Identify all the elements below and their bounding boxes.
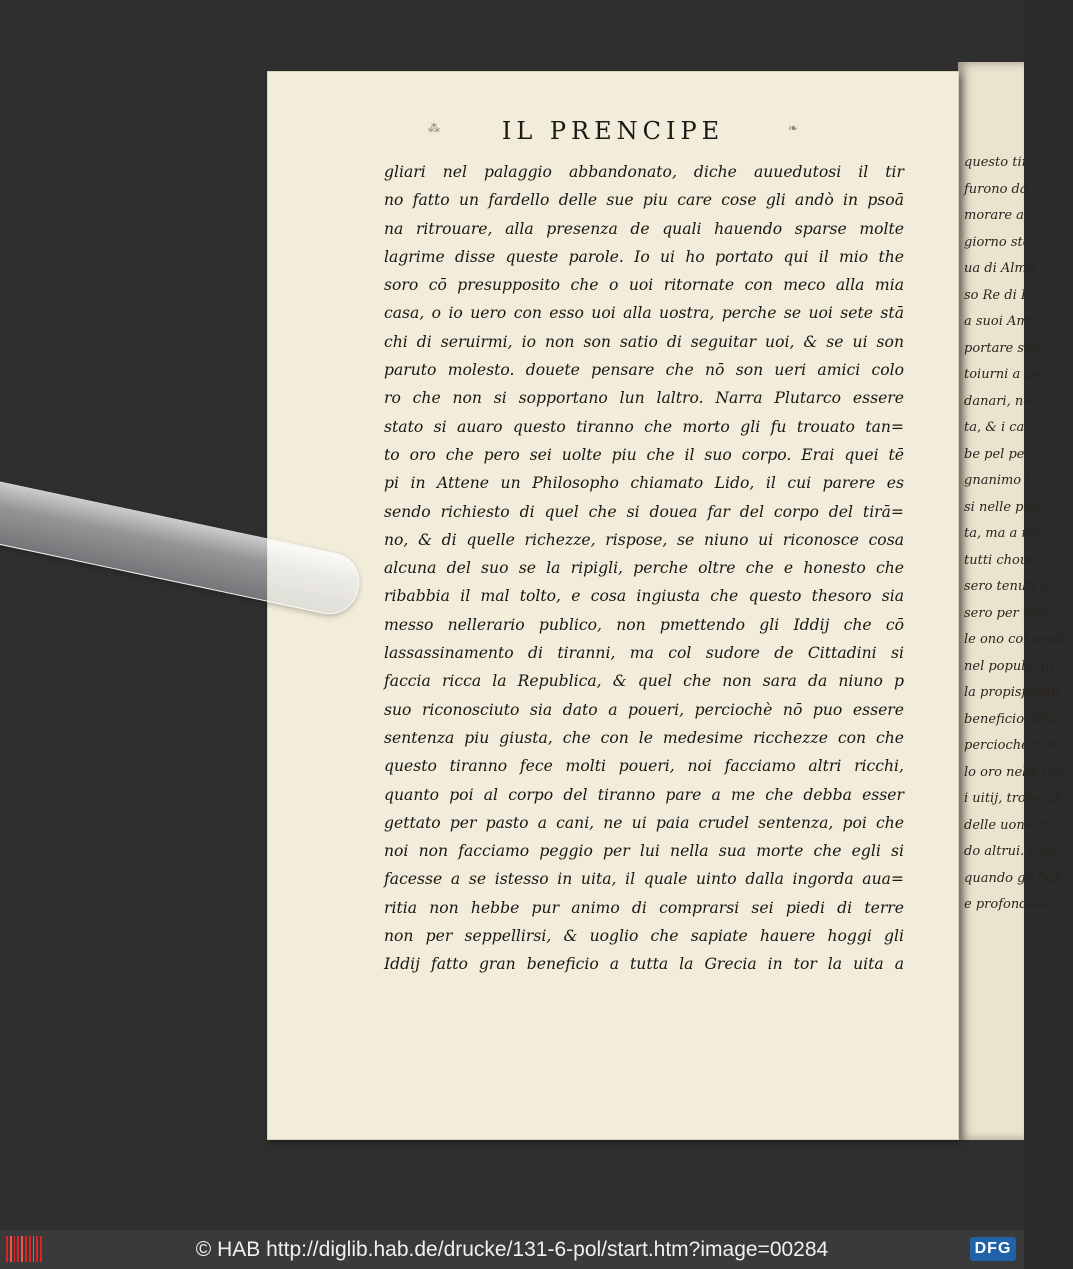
facing-text-fragment: sero per non <box>964 605 1048 621</box>
text-line: alcuna del suo se la ripigli, perche oltre che e honesto che <box>384 559 904 578</box>
text-line: soro cō presupposito che o uoi ritornate con meco alla mia <box>384 276 904 295</box>
facing-text-fragment: si nelle peg <box>964 499 1040 515</box>
facing-text-fragment: a suoi Amb <box>964 314 1038 329</box>
text-line: ribabbia il mal tolto, e cosa ingiusta che questo thesoro sia <box>384 587 904 606</box>
facing-text-fragment: ta, & i ca <box>964 420 1025 435</box>
text-line: gliari nel palaggio abbandonato, diche auuedutosi il tir <box>384 163 904 181</box>
facing-page-text <box>958 150 1073 919</box>
text-line: pi in Attene un Philosopho chiamato Lido, il cui parere es <box>384 474 904 493</box>
text-line: non per seppellirsi, & uoglio che sapiate hauere hoggi gli <box>384 927 904 946</box>
text-block <box>384 158 904 979</box>
facing-text-fragment: furono da <box>964 181 1028 197</box>
text-line: na ritrouare, alla presenza de quali hauendo sparse molte <box>384 219 904 238</box>
text-line: suo riconosciuto sia dato a poueri, perciochè nō puo essere <box>384 700 904 719</box>
facing-page <box>958 62 1073 1140</box>
facing-text-fragment: quando gli hab <box>964 870 1063 886</box>
facing-text-fragment: giorno sto <box>964 234 1031 250</box>
facing-text-fragment: be pel pes <box>964 446 1032 462</box>
text-line: chi di seruirmi, io non son satio di seguitar uoi, & se ui son <box>384 332 904 351</box>
book-page <box>268 72 958 1139</box>
text-line: no, & di quelle richezze, rispose, se niuno ui riconosce cosa <box>384 530 904 549</box>
facing-text-fragment: ua di Almo <box>964 261 1035 276</box>
ornament-left-icon: ⁂ <box>428 121 440 135</box>
text-line: ro che non si sopportano lun laltro. Narra Plutarco essere <box>384 389 904 408</box>
facing-text-fragment: gnanimo I <box>964 473 1031 488</box>
text-line: sentenza piu giusta, che con le medesime ricchezze con che <box>384 728 904 747</box>
facing-text-fragment: danari, ne <box>964 393 1031 409</box>
text-line: noi non facciamo peggio per lui nella sua morte che egli si <box>384 842 904 861</box>
facing-text-fragment: questo tir <box>964 155 1028 170</box>
facing-text-fragment: sero tenuti a <box>964 579 1048 594</box>
facing-text-fragment: toiurni a po <box>964 367 1041 382</box>
ornament-right-icon: ❧ <box>787 121 798 135</box>
footer-attribution[interactable]: © HAB http://diglib.hab.de/drucke/131-6-pol/start.htm?image=00284 <box>195 1238 829 1261</box>
text-line: gettato per pasto a cani, ne ui paia crudel sentenza, poi che <box>384 813 904 832</box>
facing-text-fragment: beneficio della <box>964 711 1061 727</box>
facing-text-fragment: delle uonosita, il <box>964 817 1073 833</box>
text-line: Iddij fatto gran beneficio a tutta la Grecia in tor la uita a <box>384 955 904 974</box>
text-line: sendo richiesto di quel che si douea far del corpo del tirā= <box>384 502 904 521</box>
text-line: quanto poi al corpo del tiranno pare a me che debba esser <box>384 785 904 804</box>
text-line: no fatto un fardello delle sue piu care cose gli andò in psoā <box>384 191 904 210</box>
text-line: casa, o io uero con esso uoi alla uostra, perche se uoi sete stā <box>384 304 904 323</box>
dfg-logo-icon: DFG <box>970 1237 1016 1261</box>
text-line: stato si auaro questo tiranno che morto gli fu trouato tan= <box>384 417 904 436</box>
text-line: lagrime disse queste parole. Io ui ho portato qui il mio the <box>384 247 904 266</box>
facing-text-fragment: nel populo, di <box>964 658 1054 674</box>
text-line: paruto molesto. douete pensare che nō son ueri amici colo <box>384 361 904 380</box>
facing-text-fragment: portare suo <box>964 340 1041 356</box>
text-line: to oro che pero sei uolte piu che il suo corpo. Erai quei tē <box>384 445 904 464</box>
facing-text-fragment: le ono col uend <box>964 632 1065 647</box>
facing-text-fragment: morare a <box>964 208 1024 223</box>
text-line: faccia ricca la Republica, & quel che non sara da niuno p <box>384 672 904 691</box>
running-head <box>268 117 958 145</box>
text-line: lassassinamento di tiranni, ma col sudore de Cittadini si <box>384 644 904 663</box>
text-line: messo nellerario publico, non pmettendo gli Iddij che cō <box>384 615 904 634</box>
facing-text-fragment: tutti chous <box>964 552 1035 568</box>
facing-text-fragment: so Re di L <box>964 287 1030 303</box>
text-line: ritia non hebbe pur animo di comprarsi sei piedi di terre <box>384 898 904 917</box>
facing-text-fragment: lo oro nelle cas <box>964 764 1065 780</box>
text-line: facesse a se istesso in uita, il quale uinto dalla ingorda aua= <box>384 870 904 889</box>
footer-bar <box>0 1230 1024 1269</box>
facing-text-fragment: do altrui. Dice <box>964 844 1058 859</box>
facing-text-fragment: perciochè non e <box>964 738 1070 753</box>
facing-text-fragment: la propisfamip <box>964 685 1059 700</box>
text-line: questo tiranno fece molti poueri, noi facciamo altri ricchi, <box>384 757 904 776</box>
facing-text-fragment: i uitij, tronendo <box>964 791 1067 806</box>
facing-text-fragment: e profondala s <box>964 897 1058 912</box>
running-head-text: IL PRENCIPE <box>501 117 725 145</box>
facing-text-fragment: ta, ma a mo <box>964 526 1042 541</box>
